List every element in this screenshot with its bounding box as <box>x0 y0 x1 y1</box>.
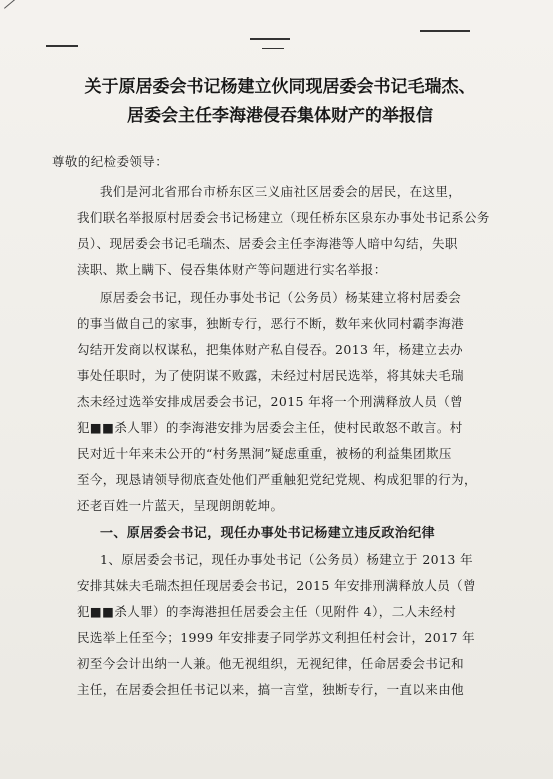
body-line: 我们联名举报原村居委会书记杨建立（现任桥东区泉东办事处书记系公务 <box>77 210 490 225</box>
body-line: 主任，在居委会担任书记以来，搞一言堂，独断专行，一直以来由他 <box>77 682 465 697</box>
top-mark <box>250 38 290 40</box>
body-line: 杰未经过选举安排成居委会书记，2015 年将一个刑满释放人员（曾 <box>77 394 464 409</box>
body-line: 渎职、欺上瞒下、侵吞集体财产等问题进行实名举报： <box>77 262 387 277</box>
section-heading: 一、原居委会书记，现任办事处书记杨建立违反政治纪律 <box>100 526 436 541</box>
corner-pen-stroke <box>4 0 34 9</box>
salutation: 尊敬的纪检委领导： <box>52 154 169 169</box>
top-mark <box>420 30 470 32</box>
body-line: 民对近十年来未公开的“村务黑洞”疑虑重重，被杨的利益集团欺压 <box>77 446 452 461</box>
body-line: 安排其妹夫毛瑞杰担任现居委会书记，2015 年安排刑满释放人员（曾 <box>77 578 476 593</box>
top-mark <box>262 48 284 49</box>
body-line: 1、原居委会书记，现任办事处书记（公务员）杨建立于 2013 年 <box>100 552 474 567</box>
document-title-line-1: 关于原居委会书记杨建立伙同现居委会书记毛瑞杰、 <box>84 77 476 97</box>
body-line: 犯■■杀人罪）的李海港安排为居委会主任，使村民敢怒不敢言。村 <box>77 420 463 435</box>
body-line: 的事当做自己的家事，独断专行，恶行不断，数年来伙同村霸李海港 <box>77 316 465 331</box>
body-line: 员）、现居委会书记毛瑞杰、居委会主任李海港等人暗中勾结，失职 <box>77 236 458 251</box>
document-title-line-2: 居委会主任李海港侵吞集体财产的举报信 <box>127 106 433 126</box>
top-mark <box>46 45 78 47</box>
body-line: 还老百姓一片蓝天，呈现朗朗乾坤。 <box>77 498 284 513</box>
body-line: 至今，现恳请领导彻底查处他们严重触犯党纪党规、构成犯罪的行为， <box>77 472 477 487</box>
body-line: 犯■■杀人罪）的李海港担任居委会主任（见附件 4），二人未经村 <box>77 604 457 619</box>
body-line: 民选举上任至今；1999 年安排妻子同学苏文利担任村会计，2017 年 <box>77 630 476 645</box>
body-line: 勾结开发商以权谋私，把集体财产私自侵吞。2013 年，杨建立去办 <box>77 342 464 357</box>
body-line: 事处任职时，为了使阴谋不败露，未经过村居民选举，将其妹夫毛瑞 <box>77 368 465 383</box>
body-line: 原居委会书记，现任办事处书记（公务员）杨某建立将村居委会 <box>100 290 462 305</box>
body-line: 初至今会计出纳一人兼。他无视组织，无视纪律，任命居委会书记和 <box>77 656 465 671</box>
body-line: 我们是河北省邢台市桥东区三义庙社区居委会的居民，在这里， <box>100 184 462 199</box>
